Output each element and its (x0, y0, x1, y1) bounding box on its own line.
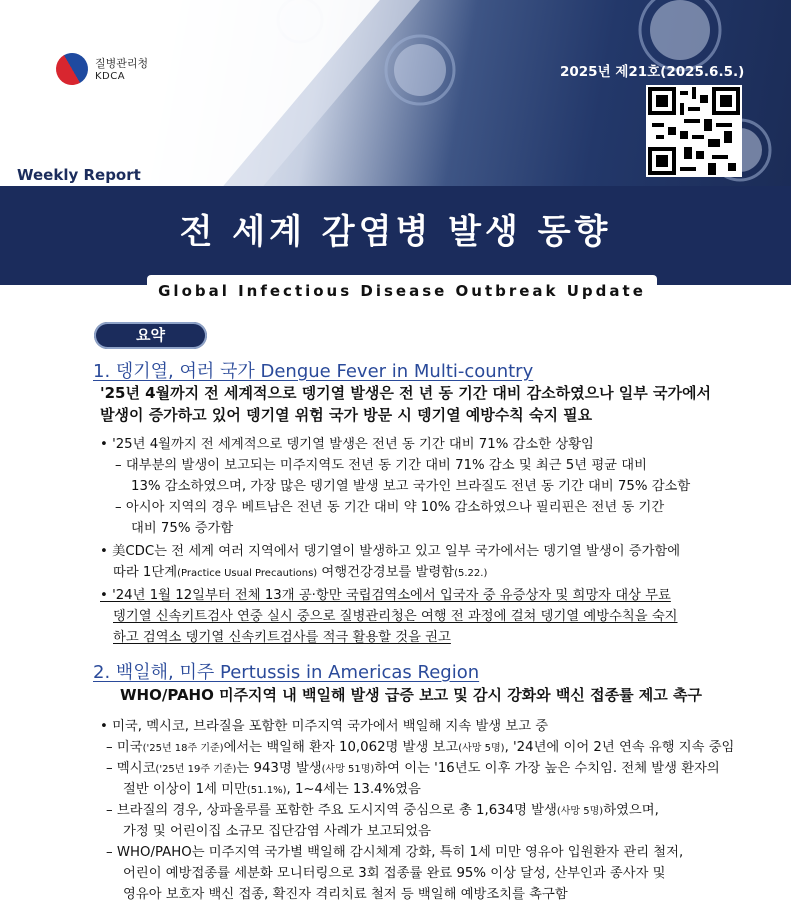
section2-bullet1c-line2: 가정 및 어린이집 소규모 집단감염 사례가 보고되었음 (123, 824, 431, 839)
section2-bullet1b-line1: – 멕시코('25년 19주 기준)는 943명 발생(사망 51명)하여 이는 '16년도 이후 가장 높은 수치임. 전체 발생 환자의 (106, 761, 720, 776)
section1-bullet3-line2: 뎅기열 신속키트검사 연중 실시 중으로 질병관리청은 여행 전 과정에 걸쳐 뎅기열 예방수칙을 숙지 (113, 609, 678, 624)
section1-bullet1a-line2: 13% 감소하였으며, 가장 많은 뎅기열 발생 보고 국가인 브라질도 전년 동 기간 대비 75% 감소함 (131, 479, 691, 494)
section2-bullet1b-line2: 절반 이상이 1세 미만(51.1%), 1~4세는 13.4%였음 (123, 782, 421, 797)
section2-bullet1a: – 미국('25년 18주 기준)에서는 백일해 환자 10,062명 발생 보고(사망 5명), '24년에 이어 2년 연속 유행 지속 중임 (106, 740, 735, 755)
section2-bullet1c-line1: – 브라질의 경우, 상파울루를 포함한 주요 도시지역 중심으로 총 1,634명 발생(사망 5명)하였으며, (106, 803, 659, 818)
section1-bullet3-line1: • '24년 1월 12일부터 전체 13개 공·항만 국립검역소에서 입국자 중 유증상자 및 희망자 대상 무료 (100, 588, 671, 603)
section2-bullet1d-line3: 영유아 보호자 백신 접종, 확진자 격리치료 철저 등 백일해 예방조치를 촉구함 (123, 887, 568, 902)
section1-bullet3-line3: 하고 검역소 뎅기열 신속키트검사를 적극 활용할 것을 권고 (113, 630, 451, 645)
section1-bullet1a-line1: – 대부분의 발생이 보고되는 미주지역도 전년 동 기간 대비 71% 감소 및 최근 5년 평균 대비 (115, 458, 647, 473)
summary-badge: 요약 (94, 322, 207, 349)
section2-bullet1d-line1: – WHO/PAHO는 미주지역 국가별 백일해 감시체계 강화, 특히 1세 미만 영유아 입원환자 관리 철저, (106, 845, 684, 860)
section1-headline-line1: '25년 4월까지 전 세계적으로 뎅기열 발생은 전 년 동 기간 대비 감소하였으나 일부 국가에서 (100, 384, 711, 402)
section1-title: 1. 뎅기열, 여러 국가 Dengue Fever in Multi-country (93, 361, 534, 382)
section1-bullet1: • '25년 4월까지 전 세계적으로 뎅기열 발생은 전년 동 기간 대비 71% 감소한 상황임 (100, 437, 594, 452)
report-header (0, 0, 791, 285)
issue-number: 2025년 제21호(2025.6.5.) (560, 64, 745, 80)
page-title: 전 세계 감염병 발생 동향 (179, 212, 612, 252)
section1-bullet2-line2: 따라 1단계(Practice Usual Precautions) 여행건강경보를 발령함(5.22.) (113, 565, 488, 580)
page-subtitle: Global Infectious Disease Outbreak Update (158, 282, 646, 300)
series-label: Weekly Report (17, 166, 141, 184)
section2-title: 2. 백일해, 미주 Pertussis in Americas Region (93, 662, 480, 683)
org-abbr: KDCA (95, 71, 126, 82)
qr-code-icon[interactable] (646, 85, 742, 177)
section1-bullet1b-line1: – 아시아 지역의 경우 베트남은 전년 동 기간 대비 약 10% 감소하였으나 필리핀은 전년 동 기간 (115, 500, 665, 515)
section2-headline: WHO/PAHO 미주지역 내 백일해 발생 급증 보고 및 감시 강화와 백신 접종률 제고 촉구 (120, 686, 702, 704)
section2-bullet1d-line2: 어린이 예방접종률 세분화 모니터링으로 3회 접종률 완료 95% 이상 달성, 산부인과 종사자 및 (123, 866, 666, 881)
org-name: 질병관리청 (95, 57, 149, 70)
section1-bullet2-line1: • 美CDC는 전 세계 여러 지역에서 뎅기열이 발생하고 있고 일부 국가에서는 뎅기열 발생이 증가함에 (100, 544, 681, 559)
section1-bullet1b-line2: 대비 75% 증가함 (131, 521, 234, 536)
section2-bullet1: • 미국, 멕시코, 브라질을 포함한 미주지역 국가에서 백일해 지속 발생 보고 중 (100, 719, 549, 734)
section1-headline-line2: 발생이 증가하고 있어 뎅기열 위험 국가 방문 시 뎅기열 예방수칙 숙지 필요 (100, 406, 593, 424)
